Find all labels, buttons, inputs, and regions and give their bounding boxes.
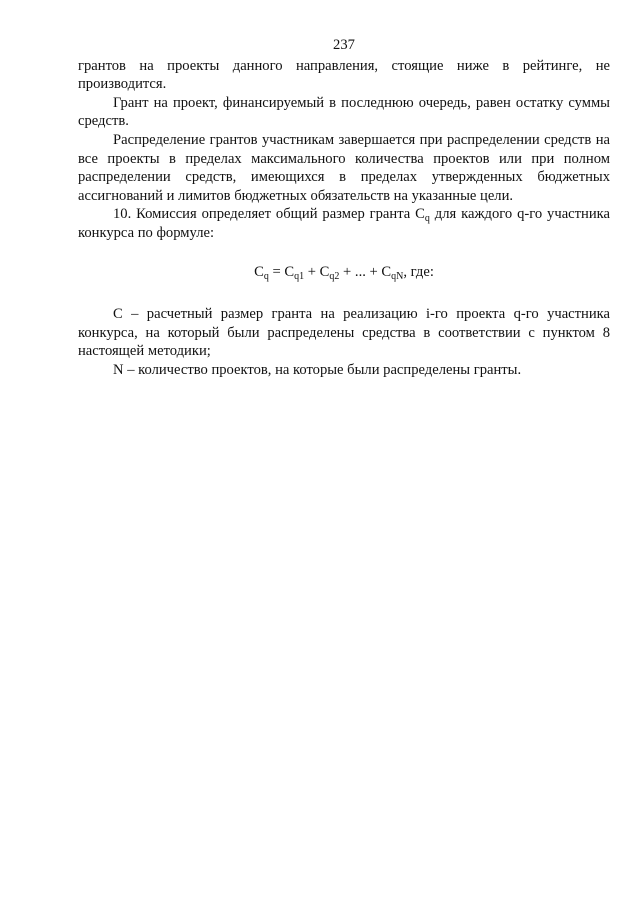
document-page	[78, 36, 610, 380]
formula-lhs: C	[254, 263, 264, 280]
formula-term1-subscript: q1	[294, 270, 305, 282]
paragraph-distribution-end: Распределение грантов участникам завершается при распределении средств на все проекты в пределах максимального количества проектов или при полном распределении средств, имеющихся в пределах утвержденных бюджетных ассигнований и лимитов бюджетных обязательств на указанные цели.	[78, 131, 610, 204]
paragraph-definition-c: C – расчетный размер гранта на реализацию i-го проекта q-го участника конкурса, на который были распределены средства в соответствии с пунктом 8 настоящей методики;	[78, 306, 610, 360]
paragraph-last-grant: Грант на проект, финансируемый в последнюю очередь, равен остатку суммы средств.	[78, 94, 610, 130]
formula-lhs-subscript: q	[263, 270, 269, 282]
commission-text-subscript: q	[424, 213, 430, 225]
formula-tail: , где:	[403, 263, 434, 280]
formula-term2-subscript: q2	[329, 270, 340, 282]
formula-equals: = C	[268, 263, 295, 280]
formula-plus: + C	[304, 263, 330, 280]
grant-formula	[78, 263, 610, 282]
commission-text-start: 10. Комиссия определяет общий размер гранта C	[113, 206, 425, 223]
paragraph-definition-n: N – количество проектов, на которые были распределены гранты.	[113, 361, 522, 378]
paragraph-commission-formula	[78, 205, 610, 242]
page-number: 237	[333, 37, 355, 53]
commission-text-end: для каждого q-го участника конкурса по формуле:	[78, 206, 610, 241]
formula-termN-subscript: qN	[391, 270, 404, 282]
paragraph-grant-rating: грантов на проекты данного направления, стоящие ниже в рейтинге, не производится.	[78, 57, 610, 93]
formula-ellipsis: + ... + C	[339, 263, 392, 280]
